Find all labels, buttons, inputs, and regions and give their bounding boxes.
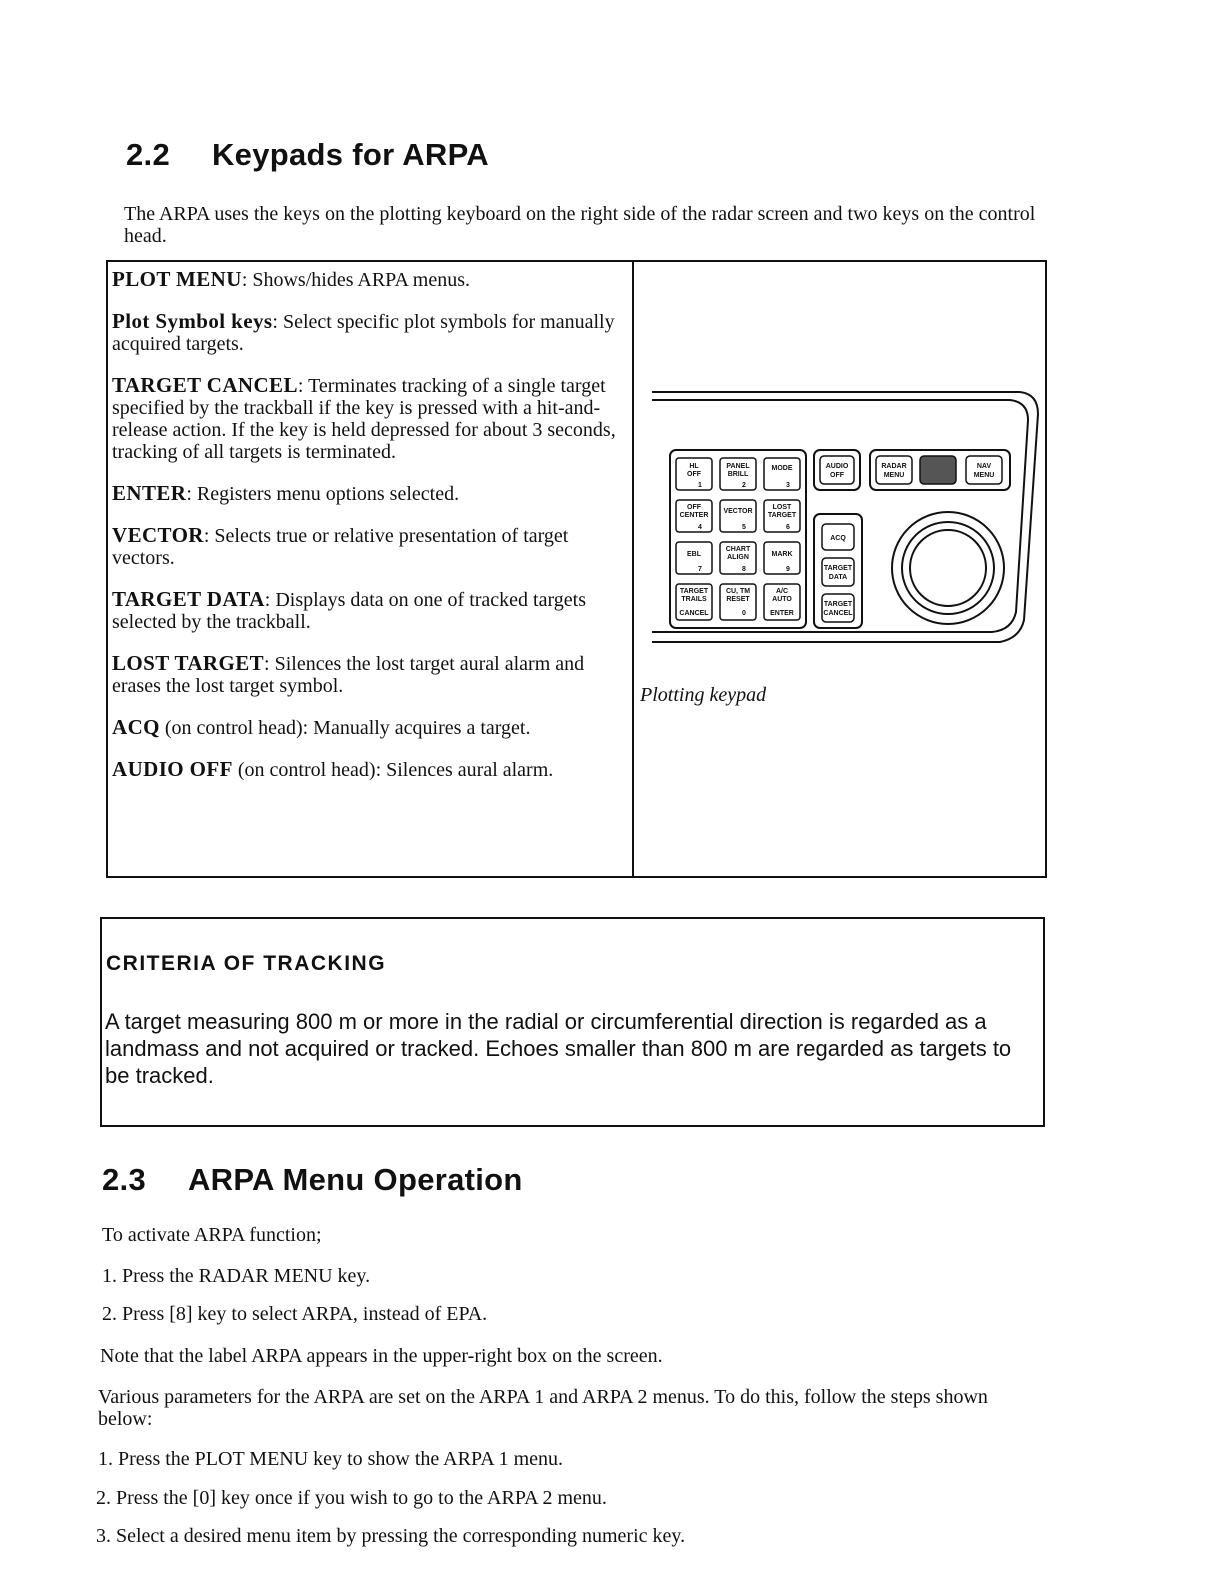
- section-heading-2-2: [126, 137, 489, 173]
- svg-text:8: 8: [742, 566, 746, 573]
- svg-text:NAV: NAV: [976, 463, 992, 470]
- definition-plot-symbol-keys: [112, 310, 632, 355]
- svg-text:4: 4: [698, 524, 702, 531]
- table-divider: [632, 260, 634, 878]
- params-intro: Various parameters for the ARPA are set on the ARPA 1 and ARPA 2 menus. To do this, follow the steps shown below:: [98, 1386, 988, 1430]
- activate-step-1: 1. Press the RADAR MENU key.: [102, 1265, 371, 1287]
- description: : Silences the lost target aural alarm and erases the lost target symbol.: [112, 653, 585, 697]
- svg-text:TARGET: TARGET: [767, 512, 797, 519]
- section-number: 2.3: [102, 1162, 146, 1197]
- section-intro: The ARPA uses the keys on the plotting keyboard on the right side of the radar screen and two keys on the control head.: [124, 203, 1036, 247]
- svg-text:CHART: CHART: [725, 546, 751, 553]
- menu-step-1: 1. Press the PLOT MENU key to show the ARPA 1 menu.: [98, 1448, 564, 1470]
- svg-text:DATA: DATA: [828, 574, 848, 581]
- svg-text:OFF: OFF: [687, 471, 701, 478]
- svg-text:AUTO: AUTO: [772, 596, 792, 603]
- key-chart-align[interactable]: [720, 542, 756, 574]
- note-text: Note that the label ARPA appears in the upper-right box on the screen.: [100, 1345, 663, 1367]
- term: ENTER: [112, 481, 187, 505]
- svg-text:MODE: MODE: [771, 465, 793, 472]
- svg-text:HL: HL: [689, 463, 699, 470]
- section-title: ARPA Menu Operation: [188, 1162, 523, 1197]
- definition-plot-menu: [112, 268, 632, 291]
- key-definitions: [112, 268, 632, 800]
- key-plot-menu[interactable]: [920, 456, 956, 484]
- svg-text:CU, TM: CU, TM: [725, 588, 751, 595]
- term: VECTOR: [112, 523, 204, 547]
- description: (on control head): Manually acquires a target.: [159, 717, 531, 739]
- description: : Select specific plot symbols for manually acquired targets.: [112, 311, 615, 355]
- description: : Shows/hides ARPA menus.: [241, 269, 471, 291]
- svg-text:CENTER: CENTER: [679, 512, 709, 519]
- key-radar-menu[interactable]: [876, 456, 912, 484]
- svg-text:TARGET: TARGET: [679, 588, 709, 595]
- key-target-trails[interactable]: [676, 584, 712, 620]
- svg-text:ALIGN: ALIGN: [727, 554, 749, 561]
- key-panel-brill[interactable]: [720, 458, 756, 490]
- key-audio-off[interactable]: [820, 456, 854, 484]
- svg-text:TARGET: TARGET: [823, 601, 853, 608]
- key-off-center[interactable]: [676, 500, 712, 532]
- svg-text:7: 7: [698, 566, 702, 573]
- svg-text:9: 9: [786, 566, 790, 573]
- menu-step-2: 2. Press the [0] key once if you wish to go to the ARPA 2 menu.: [96, 1487, 607, 1509]
- term: ACQ: [112, 715, 160, 739]
- criteria-title: CRITERIA OF TRACKING: [106, 952, 387, 975]
- svg-text:OFF: OFF: [687, 504, 701, 511]
- key-hl-off[interactable]: [676, 458, 712, 490]
- term: TARGET DATA: [112, 587, 265, 611]
- key-acq[interactable]: [822, 524, 854, 550]
- key-lost-target[interactable]: [764, 500, 800, 532]
- svg-text:2: 2: [742, 482, 746, 489]
- section-title: Keypads for ARPA: [212, 137, 489, 172]
- svg-text:MARK: MARK: [771, 551, 793, 558]
- key-ebl[interactable]: [676, 542, 712, 574]
- key-nav-menu[interactable]: [966, 456, 1002, 484]
- description: : Terminates tracking of a single target specified by the trackball if the key is pressed with a hit-and-release action. If the key is held depressed for about 3 seconds, tracking of all targets is terminated.: [112, 375, 616, 463]
- svg-text:TARGET: TARGET: [823, 565, 853, 572]
- definition-enter: [112, 482, 632, 505]
- definition-audio-off: [112, 758, 632, 781]
- svg-text:5: 5: [742, 524, 746, 531]
- definition-target-data: [112, 588, 632, 633]
- svg-text:MENU: MENU: [883, 472, 905, 479]
- term: PLOT MENU: [112, 267, 242, 291]
- key-target-data[interactable]: [822, 558, 854, 586]
- svg-text:RADAR: RADAR: [881, 463, 907, 470]
- term: LOST TARGET: [112, 651, 265, 675]
- svg-text:PANEL: PANEL: [726, 463, 750, 470]
- trackball-middle-ring: [902, 522, 994, 614]
- activate-intro: To activate ARPA function;: [102, 1224, 322, 1246]
- term: Plot Symbol keys: [112, 309, 273, 333]
- key-target-cancel[interactable]: [822, 594, 854, 622]
- svg-text:A/C: A/C: [775, 588, 789, 595]
- description: : Selects true or relative presentation of target vectors.: [112, 525, 569, 569]
- svg-text:1: 1: [698, 482, 702, 489]
- svg-text:TRAILS: TRAILS: [681, 596, 707, 603]
- svg-text:3: 3: [786, 482, 790, 489]
- svg-text:RESET: RESET: [726, 596, 750, 603]
- definition-acq: [112, 716, 632, 739]
- trackball-icon: [910, 530, 986, 606]
- svg-text:AUDIO: AUDIO: [825, 463, 849, 470]
- svg-text:CANCEL: CANCEL: [679, 610, 709, 617]
- svg-text:ENTER: ENTER: [770, 610, 794, 617]
- criteria-body: A target measuring 800 m or more in the radial or circumferential direction is regarded as a landmass and not acquired or tracked. Echoes smaller than 800 m are regarded as targets to be tracked.: [105, 1009, 1012, 1088]
- svg-text:CANCEL: CANCEL: [823, 610, 853, 617]
- plotting-keypad-illustration: [640, 380, 1044, 662]
- section-heading-2-3: [102, 1162, 523, 1198]
- svg-text:MENU: MENU: [973, 472, 995, 479]
- definition-target-cancel: [112, 374, 632, 463]
- key-mark[interactable]: [764, 542, 800, 574]
- key-vector[interactable]: [720, 500, 756, 532]
- svg-text:ACQ: ACQ: [830, 535, 846, 542]
- term: TARGET CANCEL: [112, 373, 298, 397]
- trackball-outer-ring: [892, 512, 1004, 624]
- key-ac-auto-enter[interactable]: [764, 584, 800, 620]
- figure-caption: Plotting keypad: [640, 684, 767, 706]
- definition-vector: [112, 524, 632, 569]
- definition-lost-target: [112, 652, 632, 697]
- term: AUDIO OFF: [112, 757, 233, 781]
- key-cu-tm-reset[interactable]: [720, 584, 756, 620]
- svg-text:6: 6: [786, 524, 790, 531]
- menu-step-3: 3. Select a desired menu item by pressing the corresponding numeric key.: [96, 1525, 686, 1547]
- svg-text:BRILL: BRILL: [727, 471, 749, 478]
- description: : Registers menu options selected.: [186, 483, 460, 505]
- section-number: 2.2: [126, 137, 170, 172]
- key-mode[interactable]: [764, 458, 800, 490]
- activate-step-2: 2. Press [8] key to select ARPA, instead of EPA.: [102, 1303, 488, 1325]
- svg-text:EBL: EBL: [687, 551, 701, 558]
- svg-text:OFF: OFF: [830, 472, 844, 479]
- description: (on control head): Silences aural alarm.: [232, 759, 554, 781]
- description: : Displays data on one of tracked targets selected by the trackball.: [112, 589, 586, 633]
- svg-text:LOST: LOST: [772, 504, 792, 511]
- svg-text:0: 0: [742, 610, 746, 617]
- svg-text:VECTOR: VECTOR: [723, 508, 753, 515]
